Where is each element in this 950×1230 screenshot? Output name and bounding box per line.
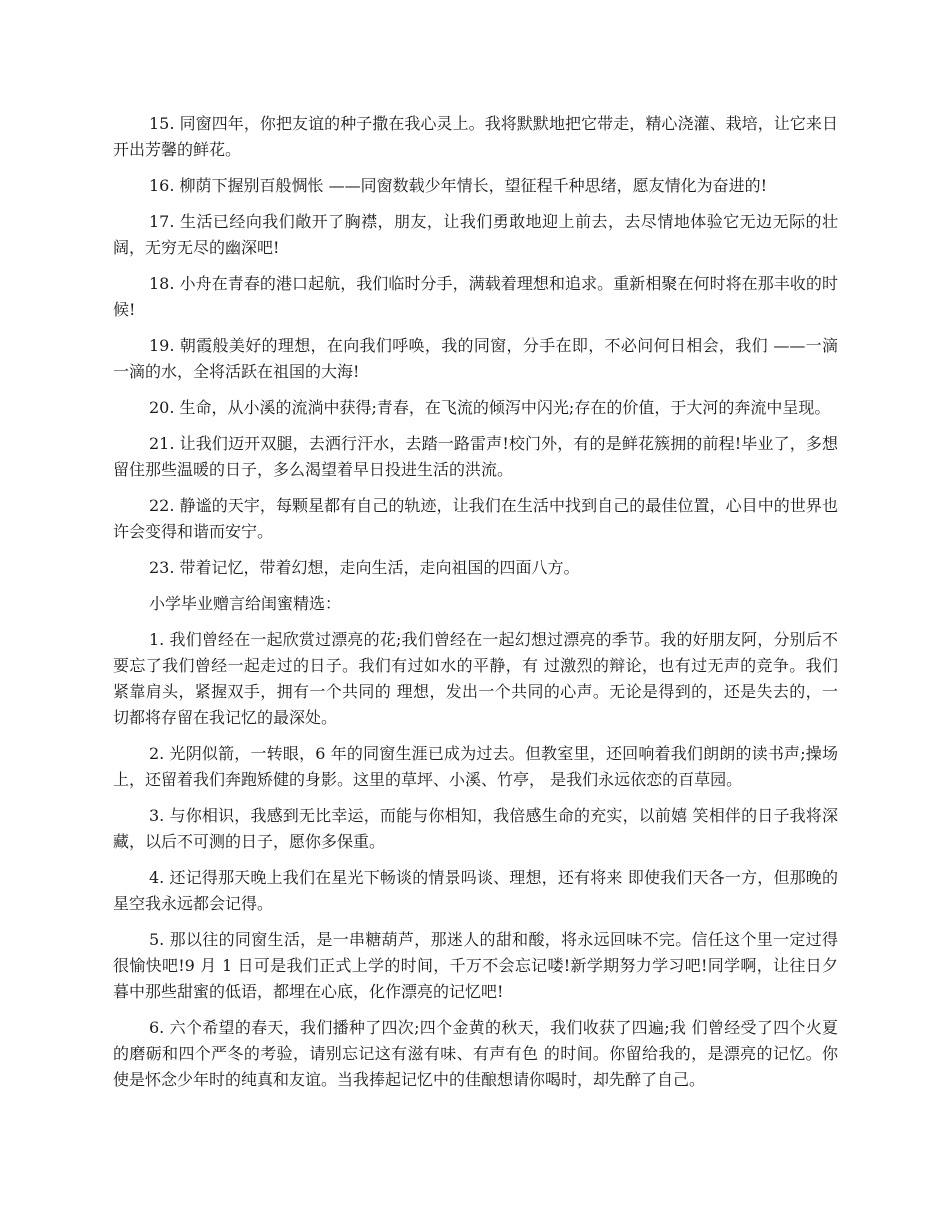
paragraph-17: 17. 生活已经向我们敞开了胸襟，朋友，让我们勇敢地迎上前去，去尽情地体验它无边无际的壮阔，无穷无尽的幽深吧! <box>113 212 838 257</box>
gift-paragraph-4: 4. 还记得那天晚上我们在星光下畅谈的情景吗谈、理想，还有将来 即使我们天各一方，但那晚的星空我永远都会记得。 <box>113 868 838 913</box>
paragraph-22: 22. 静谧的天宇，每颗星都有自己的轨迹，让我们在生活中找到自己的最佳位置，心目中的世界也许会变得和谐而安宁。 <box>113 496 838 541</box>
paragraph-20: 20. 生命，从小溪的流淌中获得;青春，在飞流的倾泻中闪光;存在的价值，于大河的奔流中呈现。 <box>149 398 831 417</box>
paragraph-19: 19. 朝霞般美好的理想，在向我们呼唤，我的同窗，分手在即，不必问何日相会，我们 ——一滴一滴的水，全将活跃在祖国的大海! <box>113 336 838 381</box>
paragraph-23: 23. 带着记忆，带着幻想，走向生活，走向祖国的四面八方。 <box>149 558 580 577</box>
section-heading: 小学毕业赠言给闺蜜精选： <box>149 594 342 613</box>
gift-paragraph-1: 1. 我们曾经在一起欣赏过漂亮的花;我们曾经在一起幻想过漂亮的季节。我的好朋友阿，分别后不要忘了我们曾经一起走过的日子。我们有过如水的平静，有 过激烈的辩论，也有过无声的竞争。我们紧靠肩头，紧握双手，拥有一个共同的 理想，发出一个共同的心声。无论是得到的，还是失去的，一切都将存留在我记忆的最深处。 <box>113 630 838 727</box>
paragraph-21: 21. 让我们迈开双腿，去洒行汗水，去踏一路雷声!校门外，有的是鲜花簇拥的前程!毕业了，多想留住那些温暖的日子，多么渴望着早日投进生活的洪流。 <box>113 434 838 479</box>
gift-paragraph-5: 5. 那以往的同窗生活，是一串糖葫芦，那迷人的甜和酸，将永远回味不完。信任这个里一定过得很愉快吧!9 月 1 日可是我们正式上学的时间，千万不会忘记喽!新学期努力学习吧!同学啊，让往日夕暮中那些甜蜜的低语，都埋在心底，化作漂亮的记忆吧! <box>113 930 838 1001</box>
paragraph-15: 15. 同窗四年，你把友谊的种子撒在我心灵上。我将默默地把它带走，精心浇灌、栽培，让它来日开出芳馨的鲜花。 <box>113 114 838 159</box>
gift-paragraph-3: 3. 与你相识，我感到无比幸运，而能与你相知，我倍感生命的充实，以前嬉 笑相伴的日子我将深藏，以后不可测的日子，愿你多保重。 <box>113 806 838 851</box>
gift-paragraph-2: 2. 光阴似箭，一转眼，6 年的同窗生涯已成为过去。但教室里，还回响着我们朗朗的读书声;操场上，还留着我们奔跑矫健的身影。这里的草坪、小溪、竹亭， 是我们永远依恋的百草园。 <box>113 744 838 789</box>
gift-paragraph-6: 6. 六个希望的春天，我们播种了四次;四个金黄的秋天，我们收获了四遍;我 们曾经受了四个火夏的磨砺和四个严冬的考验，请别忘记这有滋有味、有声有色 的时间。你留给我的，是漂亮的记忆。你使是怀念少年时的纯真和友谊。当我捧起记忆中的佳酿想请你喝时，却先醉了自己。 <box>113 1018 838 1089</box>
document-body <box>113 111 838 1103</box>
paragraph-16: 16. 柳荫下握别百般惆怅 ——同窗数载少年情长，望征程千种思绪，愿友情化为奋进的! <box>149 176 768 195</box>
paragraph-18: 18. 小舟在青春的港口起航，我们临时分手，满载着理想和追求。重新相聚在何时将在那丰收的时候! <box>113 274 838 319</box>
